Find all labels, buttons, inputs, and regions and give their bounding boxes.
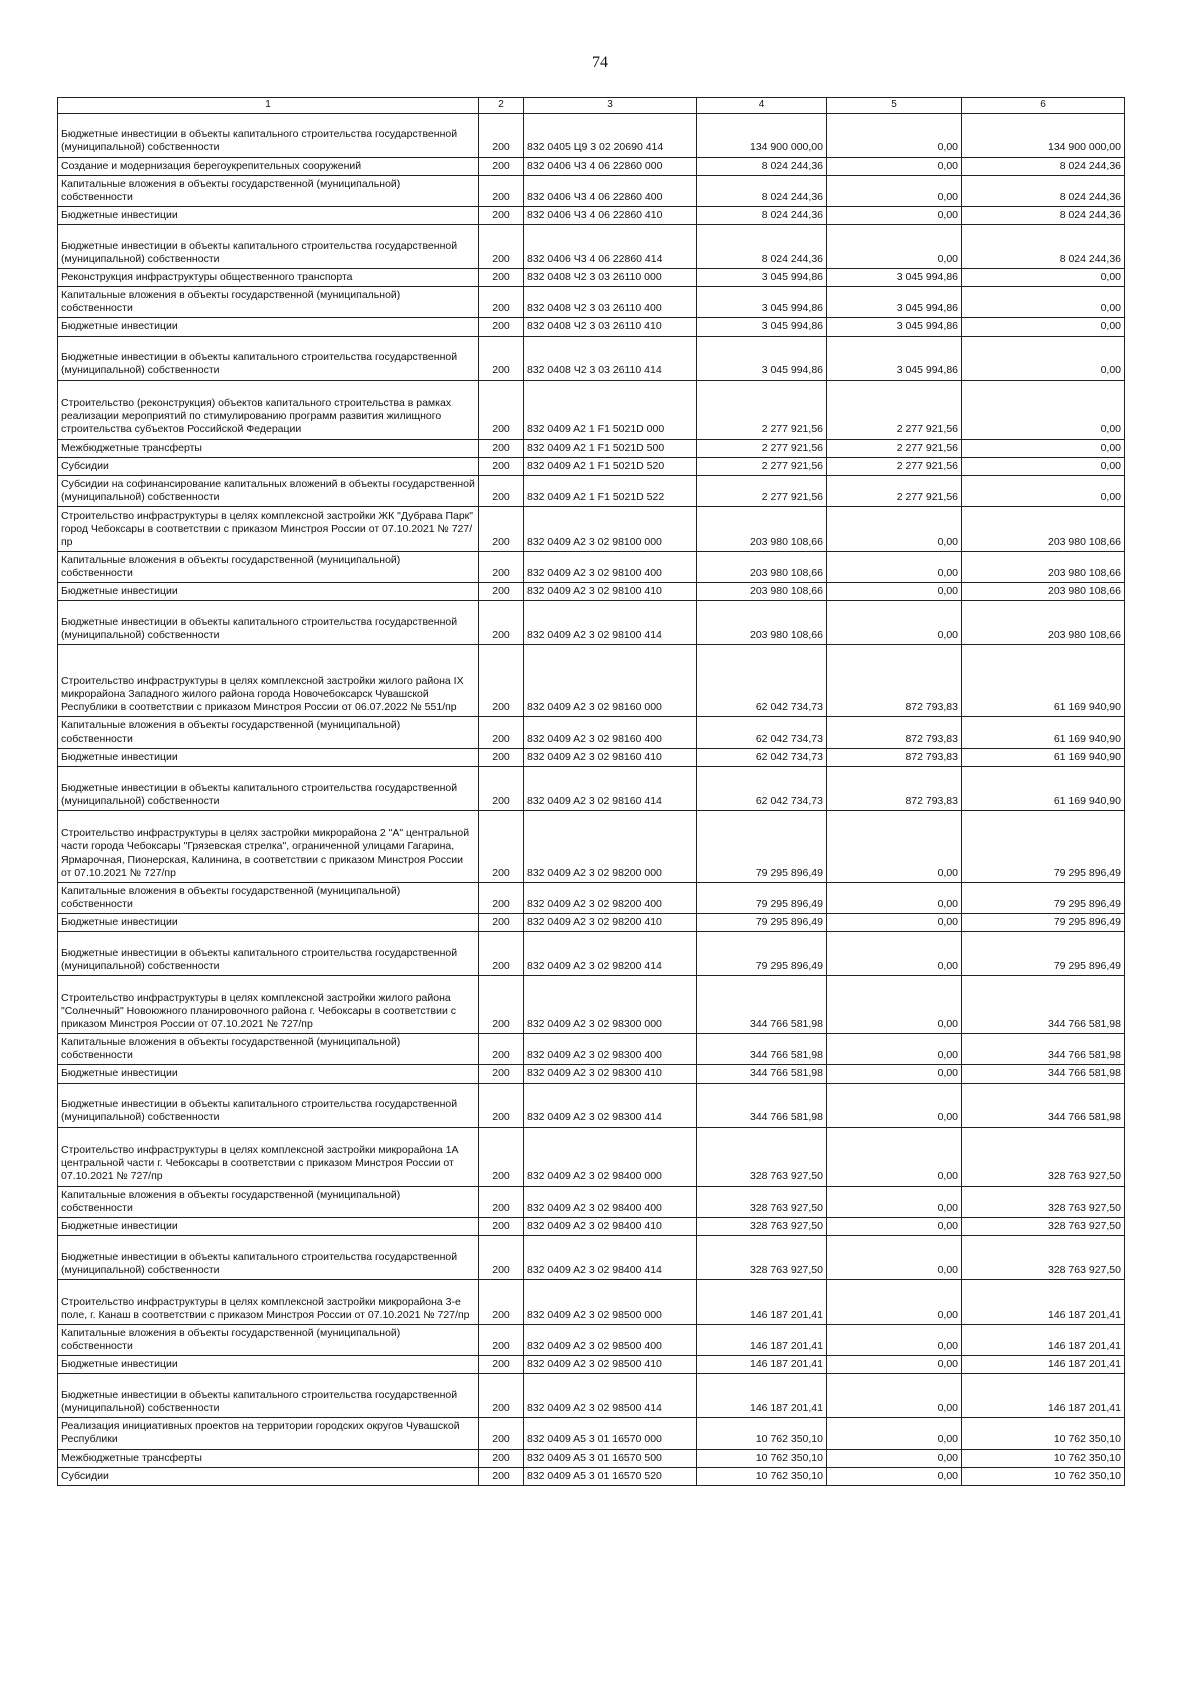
row-classification-code-cell: 832 0409 A2 1 F1 5021D 520: [524, 457, 697, 475]
row-amount-total-cell: 2 277 921,56: [697, 475, 827, 506]
row-classification-code-cell: 832 0409 A2 1 F1 5021D 522: [524, 475, 697, 506]
row-amount-col5-cell: 2 277 921,56: [827, 457, 962, 475]
row-name-cell: Строительство инфраструктуры в целях комплексной застройки микрорайона 3-е поле, г. Канаш в соответствии с приказом Минстроя России от 07.10.2021 № 727/пр: [58, 1279, 479, 1324]
row-admin-code-cell: 200: [479, 1467, 524, 1485]
row-name-cell: Межбюджетные трансферты: [58, 439, 479, 457]
row-amount-total-cell: 8 024 244,36: [697, 175, 827, 206]
row-classification-code-cell: 832 0409 A2 3 02 98100 000: [524, 507, 697, 552]
row-admin-code-cell: 200: [479, 1083, 524, 1127]
row-classification-code-cell: 832 0408 Ч2 3 03 26110 414: [524, 336, 697, 380]
row-classification-code-cell: 832 0405 Ц9 3 02 20690 414: [524, 113, 697, 157]
row-admin-code-cell: 200: [479, 457, 524, 475]
table-row: [58, 1065, 1125, 1083]
table-row: [58, 1449, 1125, 1467]
table-body: [58, 113, 1125, 1485]
row-admin-code-cell: 200: [479, 225, 524, 269]
row-amount-col6-cell: 0,00: [962, 475, 1125, 506]
row-admin-code-cell: 200: [479, 717, 524, 748]
row-amount-col6-cell: 8 024 244,36: [962, 157, 1125, 175]
row-amount-col5-cell: 0,00: [827, 1449, 962, 1467]
table-row: [58, 507, 1125, 552]
row-classification-code-cell: 832 0409 A2 3 02 98200 410: [524, 914, 697, 932]
row-amount-total-cell: 62 042 734,73: [697, 645, 827, 717]
table-row: [58, 206, 1125, 224]
table-row: [58, 475, 1125, 506]
row-classification-code-cell: 832 0409 A2 3 02 98300 410: [524, 1065, 697, 1083]
row-amount-col6-cell: 344 766 581,98: [962, 1065, 1125, 1083]
row-classification-code-cell: 832 0409 A2 3 02 98400 410: [524, 1217, 697, 1235]
row-amount-col5-cell: 0,00: [827, 914, 962, 932]
row-amount-col6-cell: 0,00: [962, 457, 1125, 475]
row-amount-total-cell: 3 045 994,86: [697, 287, 827, 318]
row-name-cell: Бюджетные инвестиции в объекты капитального строительства государственной (муниципальной) собственности: [58, 601, 479, 645]
row-amount-total-cell: 203 980 108,66: [697, 583, 827, 601]
row-name-cell: Бюджетные инвестиции в объекты капитального строительства государственной (муниципальной) собственности: [58, 225, 479, 269]
table-row: [58, 882, 1125, 913]
row-amount-col5-cell: 0,00: [827, 113, 962, 157]
row-classification-code-cell: 832 0409 A2 3 02 98500 000: [524, 1279, 697, 1324]
row-name-cell: Капитальные вложения в объекты государственной (муниципальной) собственности: [58, 287, 479, 318]
row-classification-code-cell: 832 0409 A2 3 02 98500 414: [524, 1374, 697, 1418]
row-amount-col6-cell: 0,00: [962, 439, 1125, 457]
budget-table: [57, 97, 1125, 1486]
table-row: [58, 748, 1125, 766]
row-classification-code-cell: 832 0409 A2 3 02 98100 410: [524, 583, 697, 601]
row-classification-code-cell: 832 0408 Ч2 3 03 26110 410: [524, 318, 697, 336]
row-name-cell: Межбюджетные трансферты: [58, 1449, 479, 1467]
row-admin-code-cell: 200: [479, 1449, 524, 1467]
row-name-cell: Бюджетные инвестиции в объекты капитального строительства государственной (муниципальной) собственности: [58, 1374, 479, 1418]
row-name-cell: Капитальные вложения в объекты государственной (муниципальной) собственности: [58, 1186, 479, 1217]
row-admin-code-cell: 200: [479, 157, 524, 175]
row-amount-col5-cell: 0,00: [827, 1467, 962, 1485]
table-row: [58, 225, 1125, 269]
table-row: [58, 380, 1125, 439]
row-amount-total-cell: 8 024 244,36: [697, 157, 827, 175]
row-amount-col5-cell: 0,00: [827, 507, 962, 552]
row-amount-col5-cell: 0,00: [827, 601, 962, 645]
column-header: 6: [962, 98, 1125, 114]
row-amount-total-cell: 328 763 927,50: [697, 1235, 827, 1279]
table-row: [58, 810, 1125, 882]
row-amount-col5-cell: 2 277 921,56: [827, 380, 962, 439]
row-classification-code-cell: 832 0409 A2 3 02 98300 414: [524, 1083, 697, 1127]
row-name-cell: Бюджетные инвестиции в объекты капитального строительства государственной (муниципальной) собственности: [58, 766, 479, 810]
table-row: [58, 269, 1125, 287]
row-classification-code-cell: 832 0409 A2 3 02 98400 400: [524, 1186, 697, 1217]
row-name-cell: Субсидии на софинансирование капитальных вложений в объекты государственной (муниципальной) собственности: [58, 475, 479, 506]
column-header: 3: [524, 98, 697, 114]
row-amount-col6-cell: 8 024 244,36: [962, 206, 1125, 224]
table-row: [58, 645, 1125, 717]
row-classification-code-cell: 832 0408 Ч2 3 03 26110 000: [524, 269, 697, 287]
row-amount-col6-cell: 146 187 201,41: [962, 1356, 1125, 1374]
row-name-cell: Бюджетные инвестиции: [58, 1356, 479, 1374]
row-admin-code-cell: 200: [479, 932, 524, 976]
row-admin-code-cell: 200: [479, 601, 524, 645]
row-amount-total-cell: 62 042 734,73: [697, 717, 827, 748]
row-classification-code-cell: 832 0409 A2 3 02 98400 414: [524, 1235, 697, 1279]
row-amount-total-cell: 3 045 994,86: [697, 336, 827, 380]
row-admin-code-cell: 200: [479, 1418, 524, 1449]
row-amount-total-cell: 146 187 201,41: [697, 1356, 827, 1374]
page-number: 74: [592, 54, 608, 71]
table-row: [58, 336, 1125, 380]
row-classification-code-cell: 832 0409 A2 3 02 98500 400: [524, 1324, 697, 1355]
row-admin-code-cell: 200: [479, 1356, 524, 1374]
row-name-cell: Бюджетные инвестиции в объекты капитального строительства государственной (муниципальной) собственности: [58, 113, 479, 157]
table-row: [58, 583, 1125, 601]
row-admin-code-cell: 200: [479, 766, 524, 810]
row-amount-col5-cell: 0,00: [827, 1356, 962, 1374]
column-header: 5: [827, 98, 962, 114]
row-amount-col6-cell: 61 169 940,90: [962, 748, 1125, 766]
table-row: [58, 1374, 1125, 1418]
row-amount-col5-cell: 0,00: [827, 552, 962, 583]
row-admin-code-cell: 200: [479, 583, 524, 601]
row-amount-col6-cell: 61 169 940,90: [962, 766, 1125, 810]
row-admin-code-cell: 200: [479, 1279, 524, 1324]
row-amount-col6-cell: 61 169 940,90: [962, 717, 1125, 748]
row-name-cell: Капитальные вложения в объекты государственной (муниципальной) собственности: [58, 1034, 479, 1065]
row-amount-col6-cell: 328 763 927,50: [962, 1127, 1125, 1186]
row-amount-col6-cell: 146 187 201,41: [962, 1324, 1125, 1355]
row-classification-code-cell: 832 0406 Ч3 4 06 22860 410: [524, 206, 697, 224]
row-amount-col5-cell: 3 045 994,86: [827, 287, 962, 318]
row-amount-total-cell: 79 295 896,49: [697, 914, 827, 932]
row-admin-code-cell: 200: [479, 1065, 524, 1083]
row-amount-total-cell: 8 024 244,36: [697, 206, 827, 224]
row-name-cell: Бюджетные инвестиции в объекты капитального строительства государственной (муниципальной) собственности: [58, 1235, 479, 1279]
row-amount-col6-cell: 146 187 201,41: [962, 1374, 1125, 1418]
row-admin-code-cell: 200: [479, 439, 524, 457]
row-classification-code-cell: 832 0406 Ч3 4 06 22860 400: [524, 175, 697, 206]
row-amount-col5-cell: 0,00: [827, 1186, 962, 1217]
table-row: [58, 318, 1125, 336]
table-row: [58, 1034, 1125, 1065]
row-classification-code-cell: 832 0409 A2 3 02 98160 000: [524, 645, 697, 717]
row-amount-total-cell: 203 980 108,66: [697, 601, 827, 645]
row-admin-code-cell: 200: [479, 976, 524, 1034]
row-classification-code-cell: 832 0406 Ч3 4 06 22860 000: [524, 157, 697, 175]
row-amount-total-cell: 10 762 350,10: [697, 1467, 827, 1485]
row-amount-total-cell: 328 763 927,50: [697, 1217, 827, 1235]
row-classification-code-cell: 832 0409 A2 3 02 98300 000: [524, 976, 697, 1034]
row-name-cell: Строительство инфраструктуры в целях комплексной застройки ЖК "Дубрава Парк" город Чебоксары в соответствии с приказом Минстроя России от 07.10.2021 № 727/пр: [58, 507, 479, 552]
row-amount-col6-cell: 61 169 940,90: [962, 645, 1125, 717]
row-amount-col5-cell: 0,00: [827, 1235, 962, 1279]
table-row: [58, 1418, 1125, 1449]
row-amount-col6-cell: 203 980 108,66: [962, 552, 1125, 583]
row-amount-col6-cell: 328 763 927,50: [962, 1235, 1125, 1279]
row-amount-col6-cell: 8 024 244,36: [962, 225, 1125, 269]
row-amount-col5-cell: 0,00: [827, 976, 962, 1034]
row-amount-total-cell: 10 762 350,10: [697, 1418, 827, 1449]
row-amount-col6-cell: 146 187 201,41: [962, 1279, 1125, 1324]
row-classification-code-cell: 832 0409 A2 3 02 98100 414: [524, 601, 697, 645]
row-amount-total-cell: 134 900 000,00: [697, 113, 827, 157]
row-amount-total-cell: 328 763 927,50: [697, 1127, 827, 1186]
table-row: [58, 1235, 1125, 1279]
row-name-cell: Капитальные вложения в объекты государственной (муниципальной) собственности: [58, 717, 479, 748]
row-admin-code-cell: 200: [479, 810, 524, 882]
row-classification-code-cell: 832 0409 A2 3 02 98200 000: [524, 810, 697, 882]
column-header: 2: [479, 98, 524, 114]
row-amount-col6-cell: 10 762 350,10: [962, 1449, 1125, 1467]
row-name-cell: Субсидии: [58, 457, 479, 475]
row-admin-code-cell: 200: [479, 552, 524, 583]
row-amount-col6-cell: 328 763 927,50: [962, 1186, 1125, 1217]
row-amount-total-cell: 3 045 994,86: [697, 318, 827, 336]
row-amount-total-cell: 146 187 201,41: [697, 1324, 827, 1355]
row-name-cell: Бюджетные инвестиции: [58, 318, 479, 336]
row-admin-code-cell: 200: [479, 336, 524, 380]
row-amount-col5-cell: 872 793,83: [827, 645, 962, 717]
row-admin-code-cell: 200: [479, 318, 524, 336]
row-amount-total-cell: 2 277 921,56: [697, 439, 827, 457]
row-amount-col5-cell: 0,00: [827, 583, 962, 601]
row-amount-total-cell: 344 766 581,98: [697, 976, 827, 1034]
row-classification-code-cell: 832 0409 A2 1 F1 5021D 000: [524, 380, 697, 439]
row-admin-code-cell: 200: [479, 1217, 524, 1235]
row-amount-col5-cell: 0,00: [827, 1083, 962, 1127]
row-amount-col6-cell: 328 763 927,50: [962, 1217, 1125, 1235]
row-amount-total-cell: 79 295 896,49: [697, 932, 827, 976]
row-amount-col5-cell: 0,00: [827, 1418, 962, 1449]
row-classification-code-cell: 832 0409 A2 1 F1 5021D 500: [524, 439, 697, 457]
row-amount-total-cell: 344 766 581,98: [697, 1083, 827, 1127]
row-admin-code-cell: 200: [479, 380, 524, 439]
row-admin-code-cell: 200: [479, 645, 524, 717]
row-admin-code-cell: 200: [479, 914, 524, 932]
table-row: [58, 1217, 1125, 1235]
row-classification-code-cell: 832 0408 Ч2 3 03 26110 400: [524, 287, 697, 318]
row-classification-code-cell: 832 0409 A5 3 01 16570 500: [524, 1449, 697, 1467]
row-admin-code-cell: 200: [479, 175, 524, 206]
table-row: [58, 766, 1125, 810]
row-amount-col6-cell: 344 766 581,98: [962, 1034, 1125, 1065]
row-amount-col5-cell: 0,00: [827, 1279, 962, 1324]
row-amount-col6-cell: 0,00: [962, 336, 1125, 380]
row-admin-code-cell: 200: [479, 1374, 524, 1418]
row-amount-total-cell: 203 980 108,66: [697, 507, 827, 552]
row-amount-total-cell: 2 277 921,56: [697, 380, 827, 439]
table-row: [58, 457, 1125, 475]
row-admin-code-cell: 200: [479, 882, 524, 913]
row-name-cell: Строительство инфраструктуры в целях комплексной застройки жилого района IX микрорайона Западного жилого района города Новочебоксарск Чувашской Республики в соответствии с приказом Минстроя России от 06.07.2022 № 551/пр: [58, 645, 479, 717]
row-name-cell: Субсидии: [58, 1467, 479, 1485]
row-amount-col6-cell: 134 900 000,00: [962, 113, 1125, 157]
row-amount-col6-cell: 203 980 108,66: [962, 583, 1125, 601]
row-name-cell: Капитальные вложения в объекты государственной (муниципальной) собственности: [58, 882, 479, 913]
row-amount-total-cell: 344 766 581,98: [697, 1065, 827, 1083]
row-classification-code-cell: 832 0409 A2 3 02 98200 400: [524, 882, 697, 913]
row-admin-code-cell: 200: [479, 507, 524, 552]
row-name-cell: Строительство (реконструкция) объектов капитального строительства в рамках реализации мероприятий по стимулированию программ развития жилищного строительства субъектов Российской Федерации: [58, 380, 479, 439]
row-amount-col5-cell: 0,00: [827, 206, 962, 224]
table-row: [58, 1127, 1125, 1186]
table-row: [58, 1279, 1125, 1324]
row-admin-code-cell: 200: [479, 113, 524, 157]
table-row: [58, 601, 1125, 645]
row-amount-col5-cell: 3 045 994,86: [827, 318, 962, 336]
row-amount-col5-cell: 0,00: [827, 1034, 962, 1065]
table-row: [58, 976, 1125, 1034]
table-row: [58, 932, 1125, 976]
row-amount-col6-cell: 10 762 350,10: [962, 1418, 1125, 1449]
row-amount-col5-cell: 0,00: [827, 225, 962, 269]
row-amount-col5-cell: 0,00: [827, 882, 962, 913]
row-classification-code-cell: 832 0409 A2 3 02 98160 410: [524, 748, 697, 766]
row-amount-col6-cell: 79 295 896,49: [962, 932, 1125, 976]
row-admin-code-cell: 200: [479, 1127, 524, 1186]
row-amount-col5-cell: 0,00: [827, 1217, 962, 1235]
row-amount-col5-cell: 872 793,83: [827, 766, 962, 810]
row-classification-code-cell: 832 0409 A5 3 01 16570 000: [524, 1418, 697, 1449]
row-name-cell: Бюджетные инвестиции: [58, 748, 479, 766]
row-amount-col5-cell: 2 277 921,56: [827, 475, 962, 506]
column-header: 4: [697, 98, 827, 114]
row-classification-code-cell: 832 0409 A2 3 02 98300 400: [524, 1034, 697, 1065]
row-amount-col5-cell: 0,00: [827, 932, 962, 976]
row-name-cell: Бюджетные инвестиции в объекты капитального строительства государственной (муниципальной) собственности: [58, 932, 479, 976]
row-amount-total-cell: 62 042 734,73: [697, 748, 827, 766]
row-name-cell: Капитальные вложения в объекты государственной (муниципальной) собственности: [58, 552, 479, 583]
row-amount-col5-cell: 872 793,83: [827, 748, 962, 766]
row-amount-col6-cell: 79 295 896,49: [962, 882, 1125, 913]
row-name-cell: Бюджетные инвестиции: [58, 206, 479, 224]
row-admin-code-cell: 200: [479, 1186, 524, 1217]
row-amount-col6-cell: 0,00: [962, 269, 1125, 287]
table-row: [58, 914, 1125, 932]
table-row: [58, 175, 1125, 206]
row-amount-total-cell: 2 277 921,56: [697, 457, 827, 475]
table-row: [58, 552, 1125, 583]
row-amount-col6-cell: 79 295 896,49: [962, 810, 1125, 882]
row-amount-col5-cell: 0,00: [827, 1065, 962, 1083]
row-amount-col5-cell: 0,00: [827, 1374, 962, 1418]
row-classification-code-cell: 832 0409 A2 3 02 98160 414: [524, 766, 697, 810]
row-amount-col6-cell: 0,00: [962, 380, 1125, 439]
row-name-cell: Бюджетные инвестиции в объекты капитального строительства государственной (муниципальной) собственности: [58, 1083, 479, 1127]
row-name-cell: Бюджетные инвестиции: [58, 914, 479, 932]
row-amount-col6-cell: 203 980 108,66: [962, 601, 1125, 645]
table-row: [58, 113, 1125, 157]
row-classification-code-cell: 832 0409 A2 3 02 98200 414: [524, 932, 697, 976]
row-amount-col5-cell: 2 277 921,56: [827, 439, 962, 457]
row-admin-code-cell: 200: [479, 475, 524, 506]
table-row: [58, 287, 1125, 318]
row-admin-code-cell: 200: [479, 1034, 524, 1065]
row-name-cell: Строительство инфраструктуры в целях комплексной застройки микрорайона 1А центральной части г. Чебоксары в соответствии с приказом Минстроя России от 07.10.2021 № 727/пр: [58, 1127, 479, 1186]
row-classification-code-cell: 832 0409 A2 3 02 98400 000: [524, 1127, 697, 1186]
table-row: [58, 1356, 1125, 1374]
row-amount-col6-cell: 8 024 244,36: [962, 175, 1125, 206]
row-amount-col5-cell: 0,00: [827, 810, 962, 882]
row-name-cell: Бюджетные инвестиции: [58, 1065, 479, 1083]
row-amount-total-cell: 3 045 994,86: [697, 269, 827, 287]
row-amount-total-cell: 203 980 108,66: [697, 552, 827, 583]
row-amount-total-cell: 62 042 734,73: [697, 766, 827, 810]
row-amount-col6-cell: 79 295 896,49: [962, 914, 1125, 932]
row-classification-code-cell: 832 0406 Ч3 4 06 22860 414: [524, 225, 697, 269]
row-name-cell: Строительство инфраструктуры в целях комплексной застройки жилого района "Солнечный" Новоюжного планировочного района г. Чебоксары в соответствии с приказом Минстроя России от 07.10.2021 № 727/пр: [58, 976, 479, 1034]
row-amount-total-cell: 8 024 244,36: [697, 225, 827, 269]
row-amount-col5-cell: 0,00: [827, 175, 962, 206]
table-row: [58, 157, 1125, 175]
row-name-cell: Бюджетные инвестиции: [58, 583, 479, 601]
row-name-cell: Реконструкция инфраструктуры общественного транспорта: [58, 269, 479, 287]
row-amount-total-cell: 344 766 581,98: [697, 1034, 827, 1065]
row-amount-total-cell: 79 295 896,49: [697, 882, 827, 913]
table-row: [58, 1324, 1125, 1355]
row-name-cell: Создание и модернизация берегоукрепительных сооружений: [58, 157, 479, 175]
table-row: [58, 1186, 1125, 1217]
column-header: 1: [58, 98, 479, 114]
row-amount-total-cell: 328 763 927,50: [697, 1186, 827, 1217]
row-amount-col6-cell: 0,00: [962, 287, 1125, 318]
row-admin-code-cell: 200: [479, 748, 524, 766]
row-amount-total-cell: 146 187 201,41: [697, 1374, 827, 1418]
row-admin-code-cell: 200: [479, 287, 524, 318]
row-amount-col5-cell: 0,00: [827, 157, 962, 175]
row-name-cell: Строительство инфраструктуры в целях застройки микрорайона 2 "А" центральной части города Чебоксары "Грязевская стрелка", ограниченной улицами Гагарина, Ярмарочная, Пионерская, Калинина, в соответствии с приказом Минстроя России от 07.10.2021 № 727/пр: [58, 810, 479, 882]
row-classification-code-cell: 832 0409 A2 3 02 98100 400: [524, 552, 697, 583]
row-amount-col5-cell: 3 045 994,86: [827, 269, 962, 287]
row-amount-total-cell: 10 762 350,10: [697, 1449, 827, 1467]
row-classification-code-cell: 832 0409 A5 3 01 16570 520: [524, 1467, 697, 1485]
row-name-cell: Бюджетные инвестиции в объекты капитального строительства государственной (муниципальной) собственности: [58, 336, 479, 380]
row-amount-col6-cell: 203 980 108,66: [962, 507, 1125, 552]
row-amount-col5-cell: 0,00: [827, 1324, 962, 1355]
row-admin-code-cell: 200: [479, 269, 524, 287]
table-header-row: [58, 98, 1125, 114]
row-name-cell: Капитальные вложения в объекты государственной (муниципальной) собственности: [58, 175, 479, 206]
row-amount-col6-cell: 344 766 581,98: [962, 1083, 1125, 1127]
row-classification-code-cell: 832 0409 A2 3 02 98160 400: [524, 717, 697, 748]
table-row: [58, 717, 1125, 748]
row-name-cell: Бюджетные инвестиции: [58, 1217, 479, 1235]
row-name-cell: Капитальные вложения в объекты государственной (муниципальной) собственности: [58, 1324, 479, 1355]
row-admin-code-cell: 200: [479, 206, 524, 224]
row-admin-code-cell: 200: [479, 1324, 524, 1355]
row-amount-col5-cell: 0,00: [827, 1127, 962, 1186]
table-row: [58, 1467, 1125, 1485]
table-row: [58, 1083, 1125, 1127]
row-amount-col6-cell: 0,00: [962, 318, 1125, 336]
row-amount-col6-cell: 344 766 581,98: [962, 976, 1125, 1034]
row-amount-col5-cell: 872 793,83: [827, 717, 962, 748]
row-amount-total-cell: 79 295 896,49: [697, 810, 827, 882]
table-row: [58, 439, 1125, 457]
row-name-cell: Реализация инициативных проектов на территории городских округов Чувашской Республики: [58, 1418, 479, 1449]
row-classification-code-cell: 832 0409 A2 3 02 98500 410: [524, 1356, 697, 1374]
row-amount-col5-cell: 3 045 994,86: [827, 336, 962, 380]
row-amount-total-cell: 146 187 201,41: [697, 1279, 827, 1324]
row-amount-col6-cell: 10 762 350,10: [962, 1467, 1125, 1485]
row-admin-code-cell: 200: [479, 1235, 524, 1279]
